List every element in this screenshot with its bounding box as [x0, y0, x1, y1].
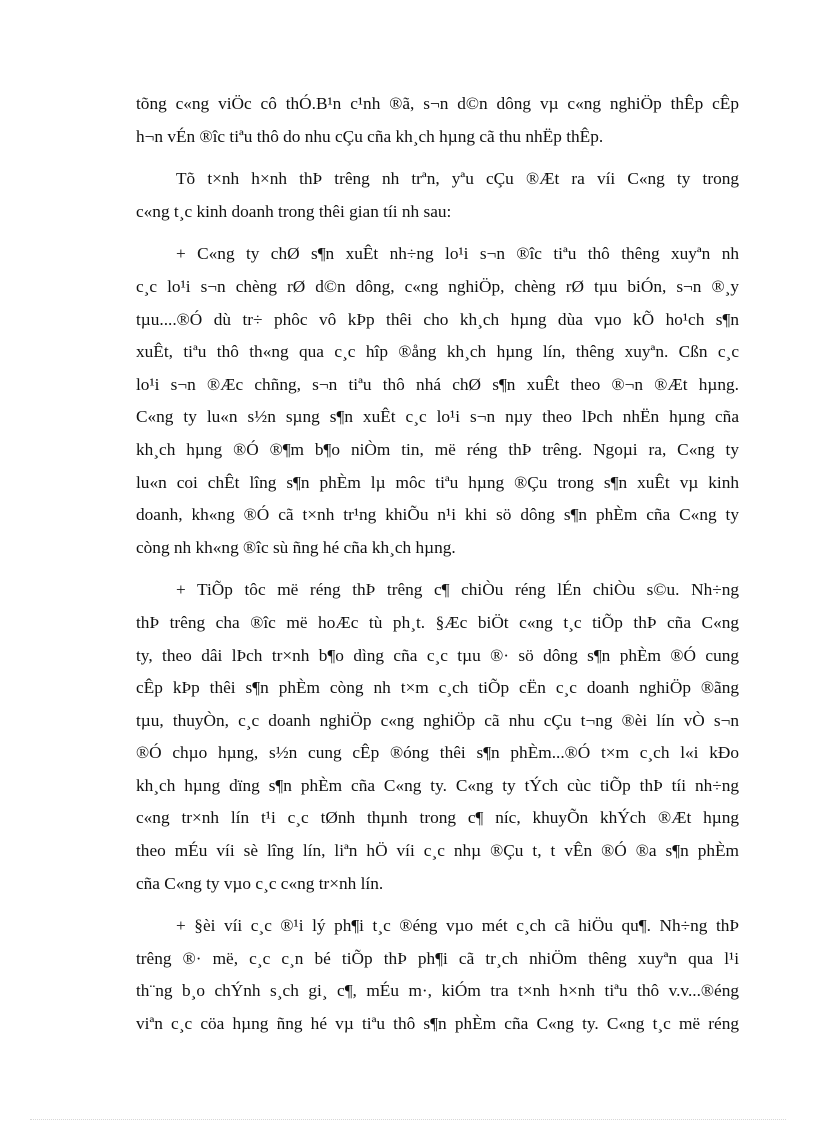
- text-line: c«ng t¸c kinh doanh trong thêi gian tíi nh sau:: [136, 201, 452, 221]
- text-line: kh¸ch hµng dïng s¶n phÈm cña C«ng ty. C«ng ty tÝch cùc tiÕp thÞ tíi nh÷ng: [136, 775, 739, 795]
- text-line: h¬n vÉn ®îc tiªu thô do nhu cÇu cña kh¸ch hµng cã thu nhËp thÊp.: [136, 126, 604, 146]
- text-line: + §èi víi c¸c ®¹i lý ph¶i t¸c ®éng vµo mét c¸ch cã hiÖu qu¶. Nh÷ng thÞ: [176, 916, 739, 936]
- text-line: c«ng tr×nh lín t¹i c¸c tØnh thµnh trong c¶ níc, khuyÕn khÝch ®Æt hµng: [136, 808, 739, 828]
- paragraph-2: [136, 163, 739, 228]
- text-line: lu«n coi chÊt lîng s¶n phÈm lµ môc tiªu hµng ®Çu trong s¶n xuÊt vµ kinh: [136, 472, 739, 492]
- text-line: tµu....®Ó dù tr÷ phôc vô kÞp thêi cho kh¸ch hµng dùa vµo kÕ ho¹ch s¶n: [136, 309, 739, 329]
- text-line: c¸c lo¹i s¬n chèng rØ d©n dông, c«ng nghiÖp, chèng rØ tµu biÓn, s¬n ®¸y: [136, 276, 739, 296]
- text-line: doanh, kh«ng ®Ó cã t×nh tr¹ng khiÕu n¹i khi sö dông s¶n phÈm cña C«ng ty: [136, 505, 739, 525]
- page-bottom-divider: [30, 1119, 786, 1120]
- text-line: C«ng ty lu«n s½n sµng s¶n xuÊt c¸c lo¹i s¬n nµy theo lÞch nhËn hµng cña: [136, 407, 739, 427]
- text-line: còng nh kh«ng ®îc sù ñng hé cña kh¸ch hµng.: [136, 537, 456, 557]
- body-text: [136, 88, 739, 1051]
- text-line: tõng c«ng viÖc cô thÓ.B¹n c¹nh ®ã, s¬n d©n dông vµ c«ng nghiÖp thÊp cÊp: [136, 94, 739, 113]
- text-line: xuÊt, tiªu thô th«ng qua c¸c hîp ®ång kh¸ch hµng lín, thêng xuyªn. Cßn c¸c: [136, 342, 739, 362]
- paragraph-1: [136, 88, 739, 153]
- text-line: theo mÉu víi sè lîng lín, liªn hÖ víi c¸c nhµ ®Çu t, t vÊn ®Ó ®a s¶n phÈm: [136, 841, 739, 861]
- text-line: tµu, thuyÒn, c¸c doanh nghiÖp c«ng nghiÖp cã nhu cÇu t¬ng ®èi lín vÒ s¬n: [136, 710, 739, 730]
- text-line: lo¹i s¬n ®Æc chñng, s¬n tiªu thô nhá chØ s¶n xuÊt theo ®¬n ®Æt hµng.: [136, 374, 739, 394]
- text-line: Tõ t×nh h×nh thÞ trêng nh trªn, yªu cÇu ®Æt ra víi C«ng ty trong: [176, 169, 739, 189]
- text-line: ty, theo dâi lÞch tr×nh b¶o dìng cña c¸c tµu ®· sö dông s¶n phÈm ®Ó cung: [136, 645, 739, 665]
- text-line: viªn c¸c cöa hµng ñng hé vµ tiªu thô s¶n phÈm cña C«ng ty. C«ng t¸c më réng: [136, 1014, 739, 1034]
- text-line: + C«ng ty chØ s¶n xuÊt nh÷ng lo¹i s¬n ®îc tiªu thô thêng xuyªn nh: [176, 244, 739, 264]
- paragraph-5: [136, 910, 739, 1040]
- text-line: trêng ®· më, c¸c c¸n bé tiÕp thÞ ph¶i cã tr¸ch nhiÖm thêng xuyªn qua l¹i: [136, 948, 739, 968]
- text-line: thÞ trêng cha ®îc më hoÆc tù ph¸t. §Æc biÖt c«ng t¸c tiÕp thÞ cña C«ng: [136, 612, 739, 632]
- text-line: th¨ng b¸o chÝnh s¸ch gi¸ c¶, mÉu m·, kiÓm tra t×nh h×nh tiªu thô v.v...®éng: [136, 981, 739, 1001]
- text-line: kh¸ch hµng ®Ó ®¶m b¶o niÒm tin, më réng thÞ trêng. Ngoµi ra, C«ng ty: [136, 439, 739, 459]
- paragraph-3: [136, 238, 739, 564]
- text-line: + TiÕp tôc më réng thÞ trêng c¶ chiÒu réng lÉn chiÒu s©u. Nh÷ng: [176, 580, 739, 600]
- text-line: ®Ó chµo hµng, s½n cung cÊp ®óng thêi s¶n phÈm...®Ó t×m c¸ch l«i kÐo: [136, 743, 739, 763]
- text-line: cña C«ng ty vµo c¸c c«ng tr×nh lín.: [136, 873, 384, 893]
- text-line: cÊp kÞp thêi s¶n phÈm còng nh t×m c¸ch tiÕp cËn c¸c doanh nghiÖp ®ãng: [136, 678, 739, 698]
- paragraph-4: [136, 574, 739, 900]
